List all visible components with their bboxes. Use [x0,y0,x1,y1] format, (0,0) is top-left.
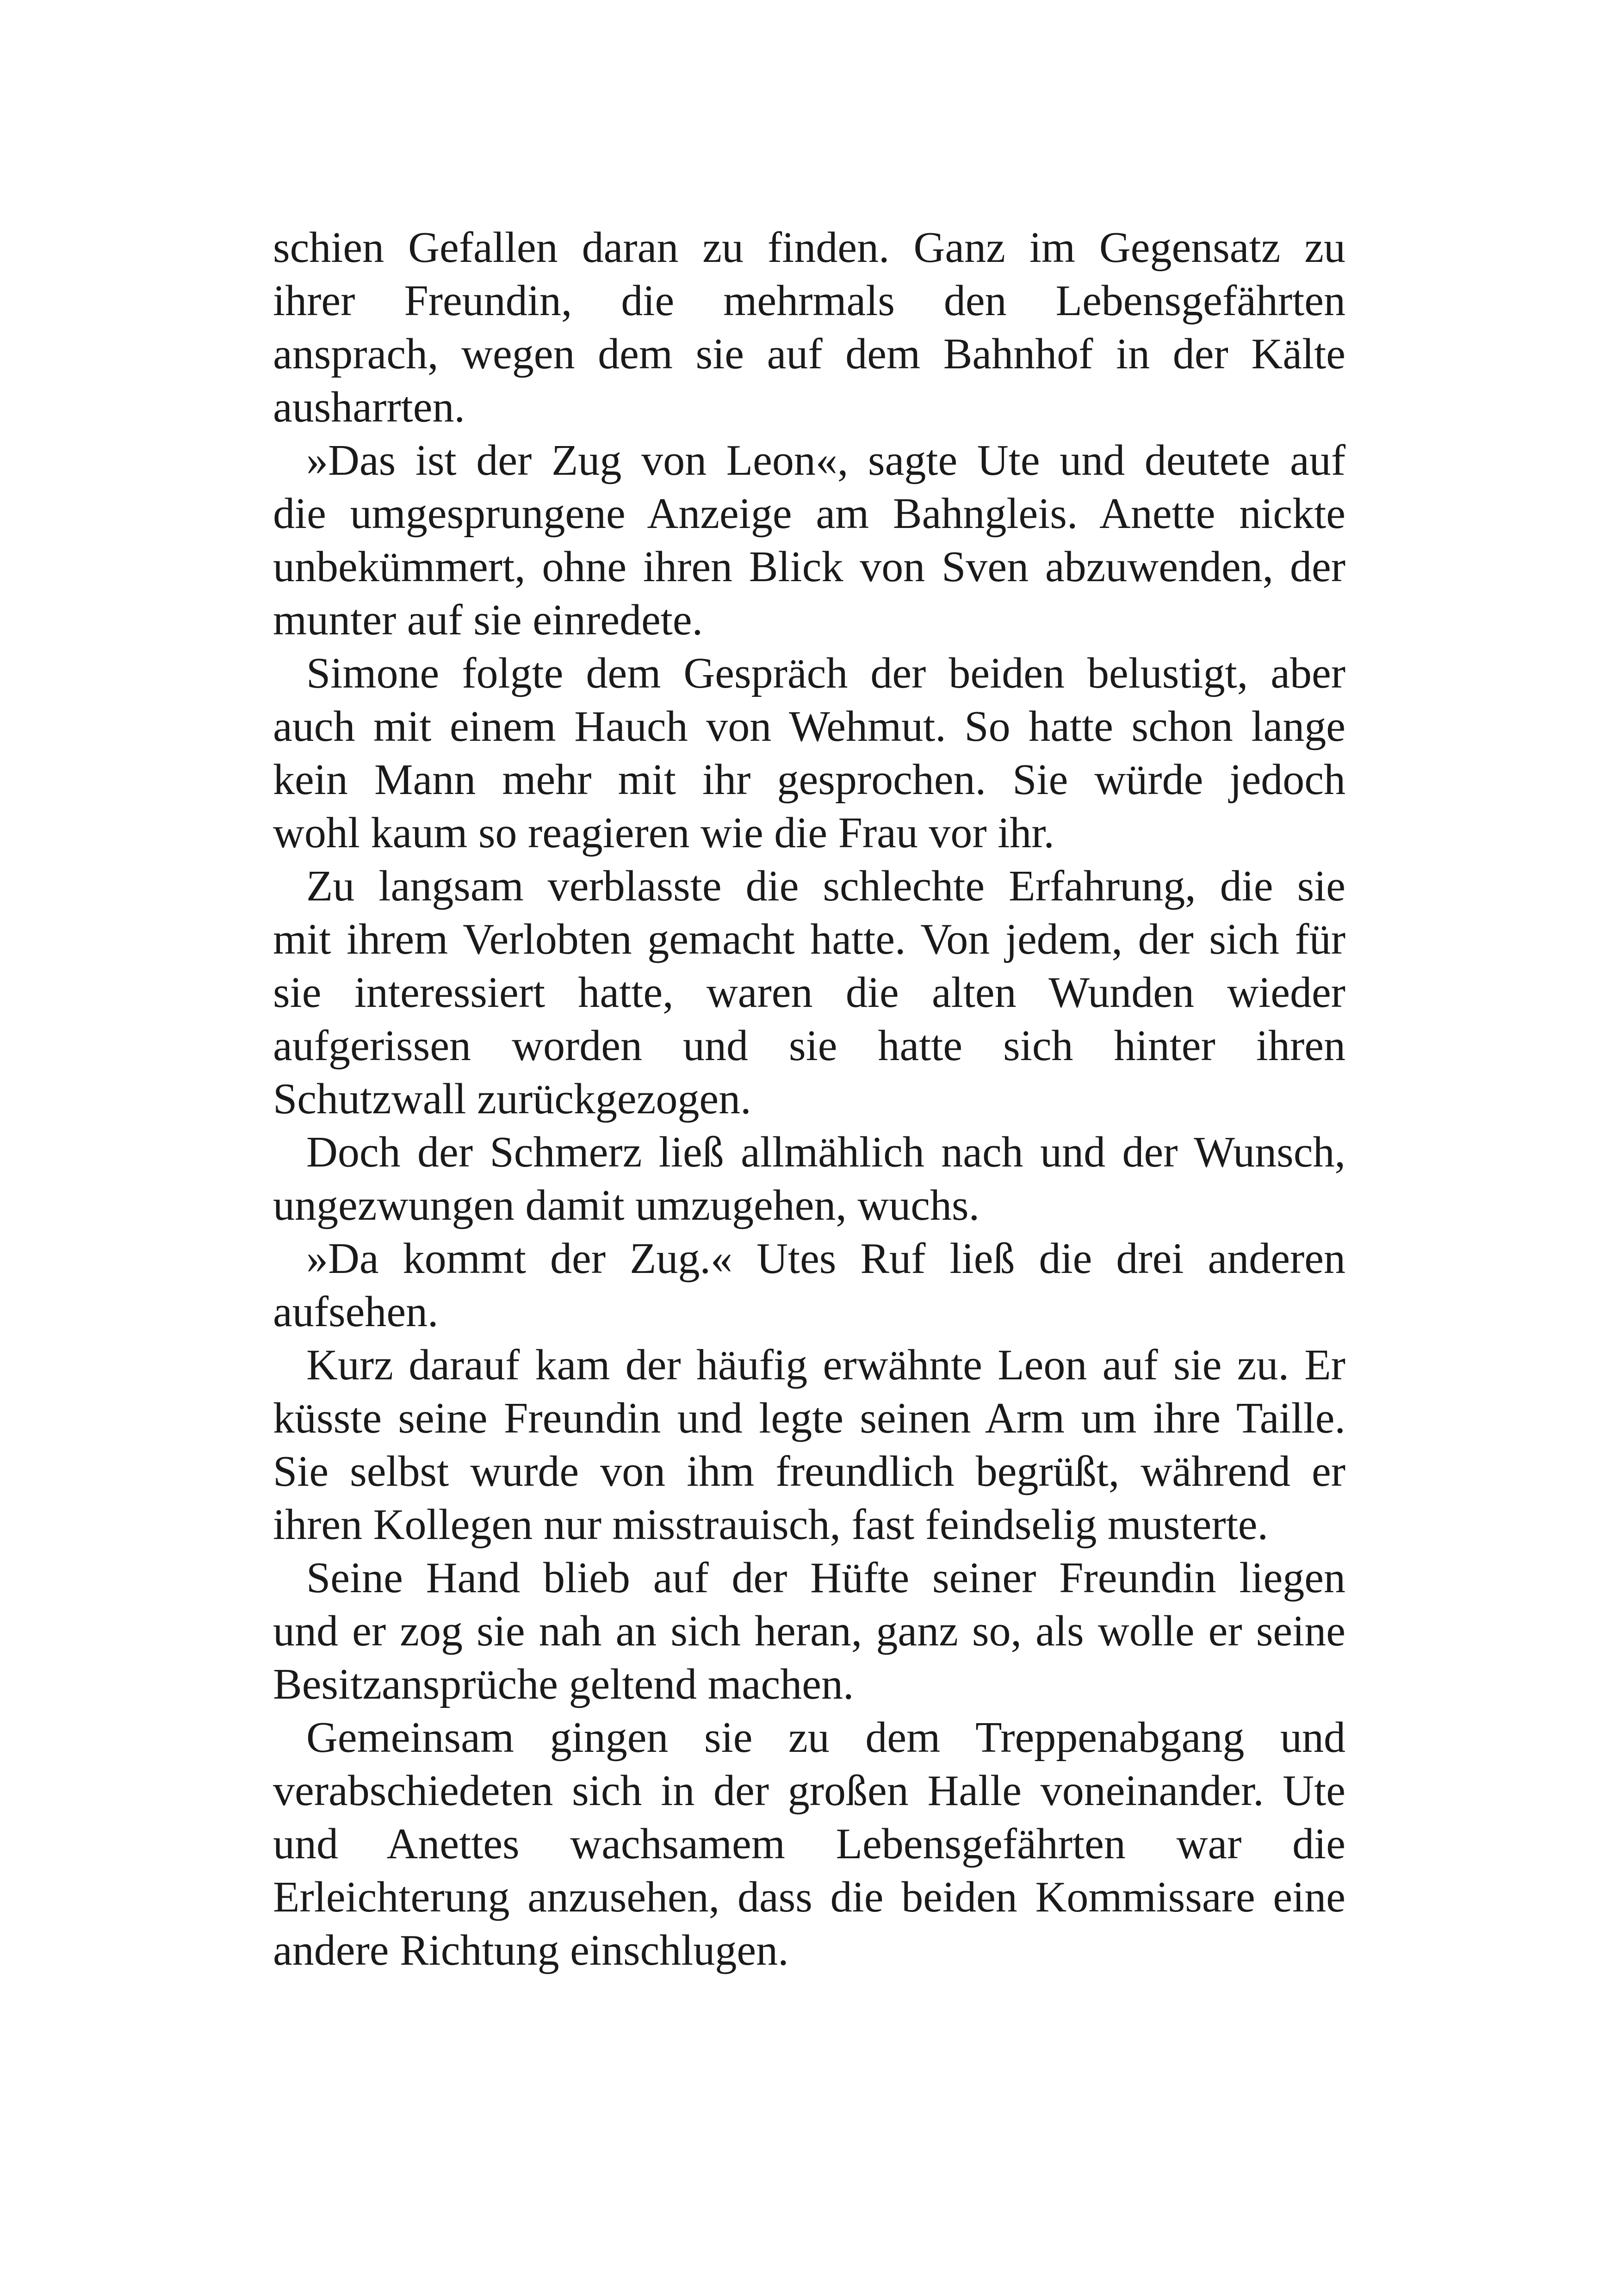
text-line: Erleichterung anzusehen, dass die beiden Kommissare eine [273,1873,1345,1921]
text-line: Sie selbst wurde von ihm freundlich begrüßt, während er [273,1447,1345,1496]
text-line: aufsehen. [273,1288,439,1336]
paragraph [273,1551,1345,1711]
text-line: Schutzwall zurückgezogen. [273,1075,751,1123]
text-line: schien Gefallen daran zu finden. Ganz im Gegensatz zu [273,223,1345,272]
text-line: ausharrten. [273,383,465,431]
text-line: »Da kommt der Zug.« Utes Ruf ließ die drei anderen [306,1235,1345,1283]
text-line: ansprach, wegen dem sie auf dem Bahnhof in der Kälte [273,330,1345,378]
text-line: wohl kaum so reagieren wie die Frau vor ihr. [273,809,1054,857]
text-line: ihrer Freundin, die mehrmals den Lebensgefährten [273,277,1345,325]
text-line: Besitzansprüche geltend machen. [273,1660,854,1708]
paragraph [273,221,1345,434]
text-line: die umgesprungene Anzeige am Bahngleis. Anette nickte [273,490,1345,538]
paragraph [273,1711,1345,1977]
text-line: Seine Hand blieb auf der Hüfte seiner Freundin liegen [306,1554,1345,1602]
text-line: und Anettes wachsamem Lebensgefährten war die [273,1820,1345,1868]
text-line: »Das ist der Zug von Leon«, sagte Ute und deutete auf [306,436,1345,484]
paragraph [273,860,1345,1126]
text-line: unbekümmert, ohne ihren Blick von Sven abzuwenden, der [273,543,1345,591]
text-line: küsste seine Freundin und legte seinen Arm um ihre Taille. [273,1394,1345,1442]
text-line: Zu langsam verblasste die schlechte Erfahrung, die sie [306,862,1345,910]
text-line: Gemeinsam gingen sie zu dem Treppenabgang und [306,1713,1345,1762]
text-line: sie interessiert hatte, waren die alten Wunden wieder [273,968,1345,1017]
paragraph [273,434,1345,647]
paragraph [273,647,1345,860]
body-text [273,221,1345,1977]
text-line: Kurz darauf kam der häufig erwähnte Leon auf sie zu. Er [306,1341,1345,1389]
text-line: ungezwungen damit umzugehen, wuchs. [273,1181,980,1229]
text-line: ihren Kollegen nur misstrauisch, fast feindselig musterte. [273,1501,1269,1549]
text-line: aufgerissen worden und sie hatte sich hinter ihren [273,1022,1345,1070]
text-line: verabschiedeten sich in der großen Halle voneinander. Ute [273,1767,1345,1815]
paragraph [273,1126,1345,1232]
text-line: kein Mann mehr mit ihr gesprochen. Sie würde jedoch [273,756,1345,804]
text-line: Doch der Schmerz ließ allmählich nach und der Wunsch, [306,1128,1345,1176]
text-line: Simone folgte dem Gespräch der beiden belustigt, aber [306,649,1345,697]
paragraph [273,1339,1345,1551]
text-line: mit ihrem Verlobten gemacht hatte. Von jedem, der sich für [273,915,1345,963]
text-line: und er zog sie nah an sich heran, ganz so, als wolle er seine [273,1607,1345,1655]
paragraph [273,1232,1345,1339]
text-line: munter auf sie einredete. [273,596,703,644]
text-line: auch mit einem Hauch von Wehmut. So hatte schon lange [273,702,1345,751]
text-line: andere Richtung einschlugen. [273,1926,789,1974]
